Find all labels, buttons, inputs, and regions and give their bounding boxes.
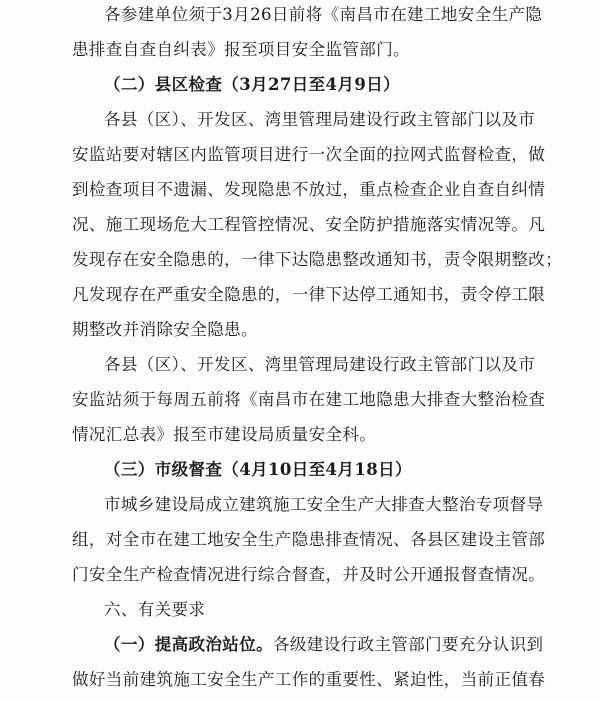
paragraph-line: 市城乡建设局成立建筑施工安全生产大排查大整治专项督导 [104, 495, 544, 514]
section-heading-county-inspection: （二）县区检查（3月27日至4月9日） [104, 75, 401, 94]
paragraph-line: 情况汇总表》报至市建设局质量安全科。 [72, 425, 377, 444]
section-heading-requirements: 六、有关要求 [104, 600, 206, 619]
paragraph-line: 期整改并消除安全隐患。 [72, 320, 258, 339]
paragraph-line: 到检查项目不遗漏、发现隐患不放过，重点检查企业自查自纠情 [72, 180, 546, 199]
paragraph-line: 凡发现存在严重安全隐患的，一律下达停工通知书，责令停工限 [72, 285, 546, 304]
paragraph-line: 安监站要对辖区内监管项目进行一次全面的拉网式监督检查，做 [72, 145, 546, 164]
paragraph-line: 发现存在安全隐患的，一律下达隐患整改通知书，责令限期整改； [72, 250, 563, 269]
paragraph-line: 安监站须于每周五前将《南昌市在建工地隐患大排查大整治检查 [72, 390, 546, 409]
subsection-heading-political-stance: （一）提高政治站位。 [104, 635, 273, 654]
paragraph-line: 门安全生产检查情况进行综合督查，并及时公开通报督查情况。 [72, 565, 546, 584]
paragraph-line: 患排查自查自纠表》报至项目安全监管部门。 [72, 40, 410, 59]
paragraph-line: 各县（区）、开发区、湾里管理局建设行政主管部门以及市 [104, 355, 536, 374]
paragraph-line: 各参建单位须于3月26日前将《南昌市在建工地安全生产隐 [104, 5, 543, 24]
paragraph-line-with-heading [104, 634, 552, 656]
paragraph-line: 组，对全市在建工地安全生产隐患排查情况、各县区建设主管部 [72, 530, 546, 549]
paragraph-text: 各级建设行政主管部门要充分认识到 [273, 635, 544, 654]
section-heading-city-supervision: （三）市级督查（4月10日至4月18日） [104, 460, 412, 479]
paragraph-line: 做好当前建筑施工安全生产工作的重要性、紧迫性，当前正值春 [72, 670, 546, 689]
paragraph-line: 各县（区）、开发区、湾里管理局建设行政主管部门以及市 [104, 110, 536, 129]
paragraph-line: 况、施工现场危大工程管控情况、安全防护措施落实情况等。凡 [72, 215, 546, 234]
